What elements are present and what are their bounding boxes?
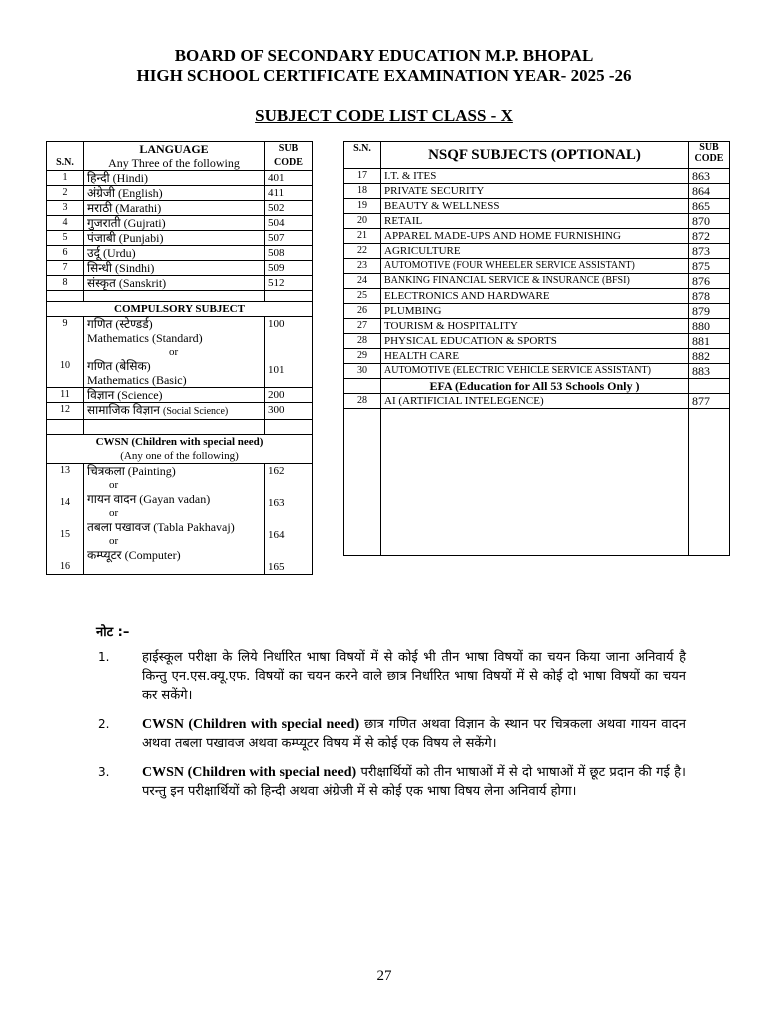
note-text: हाईस्कूल परीक्षा के लिये निर्धारित भाषा विषयों में से कोई भी तीन भाषा विषयों का चयन किया जाना अनिवार्य है किन्तु एन.एस.क्यू.एफ. विषयों का चयन करने वाले छात्र निर्धारित भाषा विषयों में से कोई दो भाषा विषयों का चयन कर सकेंगे। [142,650,686,703]
note-bold-text: CWSN (Children with special need) [142,717,360,732]
note-number: 3. [98,765,110,779]
subject-cell: TOURISM & HOSPITALITY [381,319,689,334]
code-cell: 878 [689,289,730,304]
note-item [96,715,686,753]
table-cell: 162 163 164 165 [265,464,313,575]
sn-header: S.N. [47,142,84,171]
sn-cell: 24 [344,274,381,289]
cwsn-heading: CWSN (Children with special need) (Any one of the following) [47,435,313,464]
subject-cell: पंजाबी (Punjabi) [84,231,265,246]
document-header [0,46,768,86]
code-cell: 507 [265,231,313,246]
sn-cell: 21 [344,229,381,244]
table-row [47,261,313,276]
sn-cell: 2 [47,186,84,201]
subject-cell: HEALTH CARE [381,349,689,364]
mathematics-cell: गणित (स्टेण्डर्ड) Mathematics (Standard) or गणित (बेसिक) Mathematics (Basic) [84,317,265,388]
subject-cell: AGRICULTURE [381,244,689,259]
table-row [47,201,313,216]
table-cell: 9 10 [47,317,84,388]
table-row [47,216,313,231]
code-cell: 863 [689,169,730,184]
table-cell: 13 14 15 16 [47,464,84,575]
sn-cell: 1 [47,171,84,186]
sn-cell: 23 [344,259,381,274]
code-cell: 883 [689,364,730,379]
subject-cell: RETAIL [381,214,689,229]
subject-cell: AUTOMOTIVE (ELECTRIC VEHICLE SERVICE ASSISTANT) [381,364,689,379]
table-row [344,364,730,379]
code-cell: 508 [265,246,313,261]
note-bold-text: CWSN (Children with special need) [142,765,357,780]
sn-cell: 7 [47,261,84,276]
table-row [344,244,730,259]
code-header: SUB CODE [265,142,313,171]
table-row [344,319,730,334]
code-cell: 411 [265,186,313,201]
note-number: 2. [98,717,110,731]
table-row [47,276,313,291]
subject-cell: I.T. & ITES [381,169,689,184]
table-row [344,229,730,244]
code-cell: 880 [689,319,730,334]
table-row [344,334,730,349]
cwsn-subjects-cell: चित्रकला (Painting) or गायन वादन (Gayan vadan) or तबला पखावज (Tabla Pakhavaj) or कम्प्यूटर (Computer) [84,464,265,575]
sn-cell: 28 [344,334,381,349]
table-row [344,199,730,214]
code-cell: 875 [689,259,730,274]
code-cell: 879 [689,304,730,319]
table-row [344,349,730,364]
code-cell: 401 [265,171,313,186]
sn-cell: 19 [344,199,381,214]
table-row [344,169,730,184]
table-row [47,246,313,261]
subject-cell: मराठी (Marathi) [84,201,265,216]
subject-cell: गुजराती (Gujrati) [84,216,265,231]
code-cell: 502 [265,201,313,216]
code-cell: 865 [689,199,730,214]
table-row [47,231,313,246]
sn-cell: 25 [344,289,381,304]
nsqf-header: NSQF SUBJECTS (OPTIONAL) [381,142,689,169]
subject-cell: AUTOMOTIVE (FOUR WHEELER SERVICE ASSISTANT) [381,259,689,274]
subject-cell: APPAREL MADE-UPS AND HOME FURNISHING [381,229,689,244]
subject-cell: उर्दू (Urdu) [84,246,265,261]
code-cell: 504 [265,216,313,231]
sn-cell: 29 [344,349,381,364]
language-subjects-table: S.N. LANGUAGE Any Three of the following SUB CODE 1 हिन्दी (Hindi) 401 2 अंग्रेजी (English) 411 3 मराठी (Marathi) 502 4 गुजराती (Gujrati) 504 5 पंजाबी (Punjabi) 507 6 उर्दू (Urdu) 508 7 सिन्धी (Sindhi) 509 8 संस्कृत (Sanskrit) 512 COMPULSORY SUBJECT 9 10 गणित (स्टेण्डर्ड) Mathematics (Standard) or गणित (बेसिक) Mathematics (Basic) 100 101 11 विज्ञान (Science) 200 12 सामाजिक विज्ञान (Social Science) 300 CWSN (Children with special need) (Any one of the following) 13 14 15 16 चित्रकला (Painting) or गायन वादन (Gayan vadan) or तबला पखावज (Tabla Pakhavaj) or कम्प्यूटर (Computer) 162 163 164 165 [46,141,313,575]
board-title: BOARD OF SECONDARY EDUCATION M.P. BHOPAL [174,46,594,65]
language-header: LANGUAGE Any Three of the following [84,142,265,171]
page-number: 27 [376,968,392,984]
sn-cell: 17 [344,169,381,184]
subject-cell: BANKING FINANCIAL SERVICE & INSURANCE (BFSI) [381,274,689,289]
subject-cell: PHYSICAL EDUCATION & SPORTS [381,334,689,349]
table-row [344,184,730,199]
sn-cell: 3 [47,201,84,216]
code-cell: 870 [689,214,730,229]
list-title: SUBJECT CODE LIST CLASS - X [255,106,513,125]
note-text: परीक्षार्थियों को तीन भाषाओं में से दो भाषाओं में छूट प्रदान की गई है। परन्तु इन परीक्षार्थियों को हिन्दी अथवा अंग्रेजी में से कोई एक भाषा विषय लेना अनिवार्य होगा। [142,765,686,799]
subject-cell: हिन्दी (Hindi) [84,171,265,186]
note-item [96,763,686,801]
nsqf-subjects-table: S.N. NSQF SUBJECTS (OPTIONAL) SUB CODE 17 I.T. & ITES 863 18 PRIVATE SECURITY 864 19 BEAUTY & WELLNESS 865 20 RETAIL 870 21 APPAREL MADE-UPS AND HOME FURNISHING 872 22 AGRICULTURE 873 23 AUTOMOTIVE (FOUR WHEELER SERVICE ASSISTANT) 875 24 BANKING FINANCIAL SERVICE & INSURANCE (BFSI) 876 25 ELECTRONICS AND HARDWARE 878 26 PLUMBING 879 27 TOURISM & HOSPITALITY 880 28 PHYSICAL EDUCATION & SPORTS 881 29 HEALTH CARE 882 30 AUTOMOTIVE (ELECTRIC VEHICLE SERVICE ASSISTANT) 883 EFA (Education for All 53 Schools Only ) 28 AI (ARTIFICIAL INTELEGENCE) 877 [343,141,730,556]
sn-cell: 22 [344,244,381,259]
code-cell: 881 [689,334,730,349]
subject-cell: सिन्धी (Sindhi) [84,261,265,276]
code-cell: 509 [265,261,313,276]
sn-cell: 20 [344,214,381,229]
subject-cell: PRIVATE SECURITY [381,184,689,199]
exam-title: HIGH SCHOOL CERTIFICATE EXAMINATION YEAR- 2025 -26 [136,66,632,85]
table-row [344,304,730,319]
code-cell: 882 [689,349,730,364]
subject-cell: BEAUTY & WELLNESS [381,199,689,214]
note-number: 1. [98,650,110,664]
notes-section [96,622,686,811]
subject-cell: संस्कृत (Sanskrit) [84,276,265,291]
code-header: SUB CODE [689,142,730,169]
table-row [344,259,730,274]
subject-cell: अंग्रेजी (English) [84,186,265,201]
sn-cell: 5 [47,231,84,246]
subject-cell: PLUMBING [381,304,689,319]
code-cell: 872 [689,229,730,244]
table-row [344,274,730,289]
sn-cell: 26 [344,304,381,319]
code-cell: 876 [689,274,730,289]
table-row [47,171,313,186]
sn-cell: 18 [344,184,381,199]
table-cell: 100 101 [265,317,313,388]
sn-cell: 30 [344,364,381,379]
sn-header: S.N. [344,142,381,169]
code-cell: 512 [265,276,313,291]
sn-cell: 27 [344,319,381,334]
code-cell: 864 [689,184,730,199]
notes-title: नोट :– [96,625,130,640]
sn-cell: 8 [47,276,84,291]
note-text: छात्र गणित अथवा विज्ञान के स्थान पर चित्रकला अथवा गायन वादन अथवा तबला पखावज अथवा कम्प्यूटर विषय में से कोई एक विषय ले सकेंगे। [142,717,686,751]
sn-cell: 6 [47,246,84,261]
table-row [344,289,730,304]
efa-heading: EFA (Education for All 53 Schools Only ) [381,379,689,394]
subject-cell: ELECTRONICS AND HARDWARE [381,289,689,304]
compulsory-subject-heading: COMPULSORY SUBJECT [47,302,313,317]
table-row [344,214,730,229]
note-item [96,648,686,705]
code-cell: 873 [689,244,730,259]
table-row [47,186,313,201]
sn-cell: 4 [47,216,84,231]
